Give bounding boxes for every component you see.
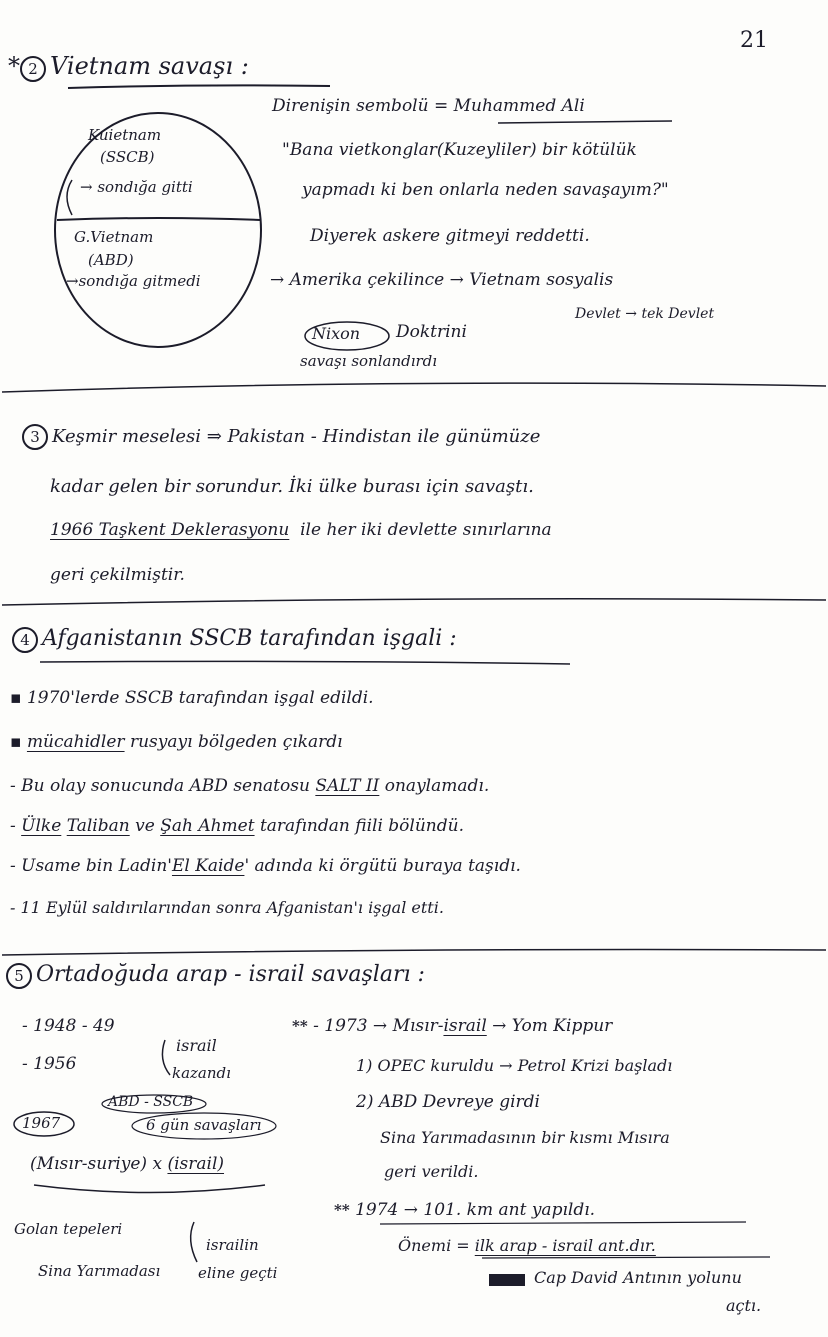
israels-label: israilin bbox=[206, 1236, 259, 1254]
afghan-bullet-2: ▪ mücahidler rusyayı bölgeden çıkardı bbox=[10, 732, 343, 752]
six-day-war: 6 gün savaşları bbox=[146, 1116, 262, 1134]
afghan-bullet-3: - Bu olay sonucunda ABD senatosu SALT II onaylamadı. bbox=[10, 776, 490, 796]
section-3-number: 3 bbox=[22, 424, 48, 450]
section-4-heading bbox=[12, 626, 457, 653]
section-3-line-2: kadar gelen bir sorundur. İki ülke burası için savaştı. bbox=[50, 476, 534, 497]
israel-paren: (israil) bbox=[167, 1154, 225, 1174]
section-4-number: 4 bbox=[12, 627, 38, 653]
el-kaide: El Kaide bbox=[171, 856, 245, 876]
shah-ahmet: Şah Ahmet bbox=[160, 816, 255, 836]
scribble-blot bbox=[489, 1274, 525, 1286]
divider-2 bbox=[2, 599, 826, 605]
section-3-line-3 bbox=[50, 520, 552, 540]
importance-label: Önemi = bbox=[398, 1236, 470, 1255]
salt-ii: SALT II bbox=[315, 776, 380, 796]
vietnam-line-5b: Devlet → tek Devlet bbox=[575, 306, 715, 322]
section-3-text-1: Keşmir meselesi ⇒ Pakistan - Hindistan ile günümüze bbox=[52, 426, 541, 447]
bin-laden: Usame bin Ladin' bbox=[21, 856, 172, 876]
star-marker-1: ** bbox=[292, 1017, 308, 1035]
yom-kippur: → Yom Kippur bbox=[492, 1016, 613, 1036]
vietnam-line-7: savaşı sonlandırdı bbox=[300, 352, 438, 370]
km-101-text: 1974 → 101. km ant yapıldı. bbox=[355, 1200, 596, 1220]
opec-line: 1) OPEC kuruldu → Petrol Krizi başladı bbox=[356, 1056, 673, 1075]
afghan-bullet-5: - Usame bin Ladin'El Kaide' adında ki örgütü buraya taşıdı. bbox=[10, 856, 521, 876]
section-2-title: Vietnam savaşı : bbox=[50, 52, 249, 80]
egypt-syria: (Mısır-suriye) x bbox=[30, 1154, 163, 1174]
km-101-line bbox=[334, 1200, 595, 1220]
mujahideen: mücahidler bbox=[26, 732, 125, 752]
section-2-heading bbox=[8, 52, 249, 82]
star-marker-2: ** bbox=[334, 1201, 350, 1219]
afghan-bullet-2-text: rusyayı bölgeden çıkardı bbox=[129, 732, 343, 752]
captured-label: eline geçti bbox=[198, 1264, 278, 1282]
and-word: ve bbox=[135, 816, 155, 836]
year-1967: 1967 bbox=[22, 1114, 61, 1132]
tashkent-declaration: 1966 Taşkent Deklerasyonu bbox=[50, 520, 290, 540]
circle-bottom-label-3: →sondığa gitmedi bbox=[66, 272, 201, 290]
golan-heights: Golan tepeleri bbox=[14, 1220, 123, 1238]
circle-top-label: Kuietnam bbox=[88, 126, 162, 144]
country-word: Ülke bbox=[21, 816, 62, 836]
vietnam-line-1: Direnişin sembolü = Muhammed Ali bbox=[272, 96, 585, 116]
sinai-part: Sina Yarımadasının bir kısmı Mısıra bbox=[380, 1128, 670, 1147]
page-number: 21 bbox=[740, 28, 768, 53]
section-3-text-3b: ile her iki devlette sınırlarına bbox=[300, 520, 552, 540]
section-5-number: 5 bbox=[6, 963, 32, 989]
israel-1973: israil bbox=[443, 1016, 487, 1036]
sinai-peninsula: Sina Yarımadası bbox=[38, 1262, 161, 1280]
circle-top-label-2: (SSCB) bbox=[100, 148, 155, 166]
section-4-title: Afganistanın SSCB tarafından işgali : bbox=[42, 626, 457, 651]
vietnam-line-4: Diyerek askere gitmeyi reddetti. bbox=[310, 226, 590, 246]
afghan-bullet-1: ▪ 1970'lerde SSCB tarafından işgal edildi. bbox=[10, 688, 374, 708]
afghan-bullet-3-end: onaylamadı. bbox=[384, 776, 490, 796]
returned-label: geri verildi. bbox=[384, 1162, 479, 1181]
year-1948: - 1948 - 49 bbox=[22, 1016, 115, 1036]
circle-bottom-label-2: (ABD) bbox=[88, 251, 134, 269]
afghan-bullet-4: - Ülke Taliban ve Şah Ahmet tarafından fiili bölündü. bbox=[10, 816, 464, 836]
section-3-line-4: geri çekilmiştir. bbox=[50, 565, 185, 585]
divider-3 bbox=[2, 950, 826, 955]
afghan-bullet-1-text: 1970'lerde SSCB tarafından işgal edildi. bbox=[26, 688, 374, 708]
section-2-number: 2 bbox=[20, 56, 46, 82]
won-label: kazandı bbox=[172, 1064, 231, 1082]
doctrine-label: Doktrini bbox=[396, 322, 467, 342]
section-5-heading bbox=[6, 962, 425, 989]
circle-bottom-label: G.Vietnam bbox=[74, 228, 154, 246]
section-5-title: Ortadoğuda arap - israil savaşları : bbox=[36, 962, 425, 987]
vietnam-line-3: yapmadı ki ben onlarla neden savaşayım?" bbox=[302, 180, 669, 200]
nixon-label: Nixon bbox=[312, 324, 361, 343]
importance-line bbox=[398, 1236, 656, 1255]
divider-1 bbox=[2, 383, 826, 392]
circle-top-label-3: → sondığa gitti bbox=[80, 178, 193, 196]
camp-david-line: Cap David Antının yolunu bbox=[534, 1268, 742, 1287]
year-1956: - 1956 bbox=[22, 1054, 77, 1074]
afghan-bullet-4-text: tarafından fiili bölündü. bbox=[259, 816, 464, 836]
vietnam-line-5: → Amerika çekilince → Vietnam sosyalis bbox=[270, 270, 614, 290]
section-2-marker: * bbox=[8, 52, 20, 80]
israel-label: israil bbox=[176, 1036, 217, 1055]
afghan-bullet-6-text: 11 Eylül saldırılarından sonra Afganistan'ı işgal etti. bbox=[20, 898, 444, 917]
afghan-bullet-3-text: Bu olay sonucunda ABD senatosu bbox=[21, 776, 310, 796]
afghan-bullet-6: - 11 Eylül saldırılarından sonra Afganistan'ı işgal etti. bbox=[10, 898, 444, 917]
afghan-bullet-5-text: ' adında ki örgütü buraya taşıdı. bbox=[244, 856, 521, 876]
abd-entered: 2) ABD Devreye girdi bbox=[356, 1092, 540, 1112]
war-1973-text: - 1973 → Mısır- bbox=[313, 1016, 444, 1036]
abd-sscb: ABD - SSCB bbox=[108, 1094, 194, 1110]
egypt-syria-line bbox=[30, 1154, 224, 1174]
first-treaty: ilk arap - israil ant.dır. bbox=[474, 1236, 656, 1255]
section-3-line-1 bbox=[22, 424, 540, 450]
war-1973-line bbox=[292, 1016, 612, 1036]
vietnam-line-2: "Bana vietkonglar(Kuzeyliler) bir kötülük bbox=[282, 140, 637, 160]
taliban: Taliban bbox=[66, 816, 130, 836]
opened-label: açtı. bbox=[726, 1296, 762, 1315]
